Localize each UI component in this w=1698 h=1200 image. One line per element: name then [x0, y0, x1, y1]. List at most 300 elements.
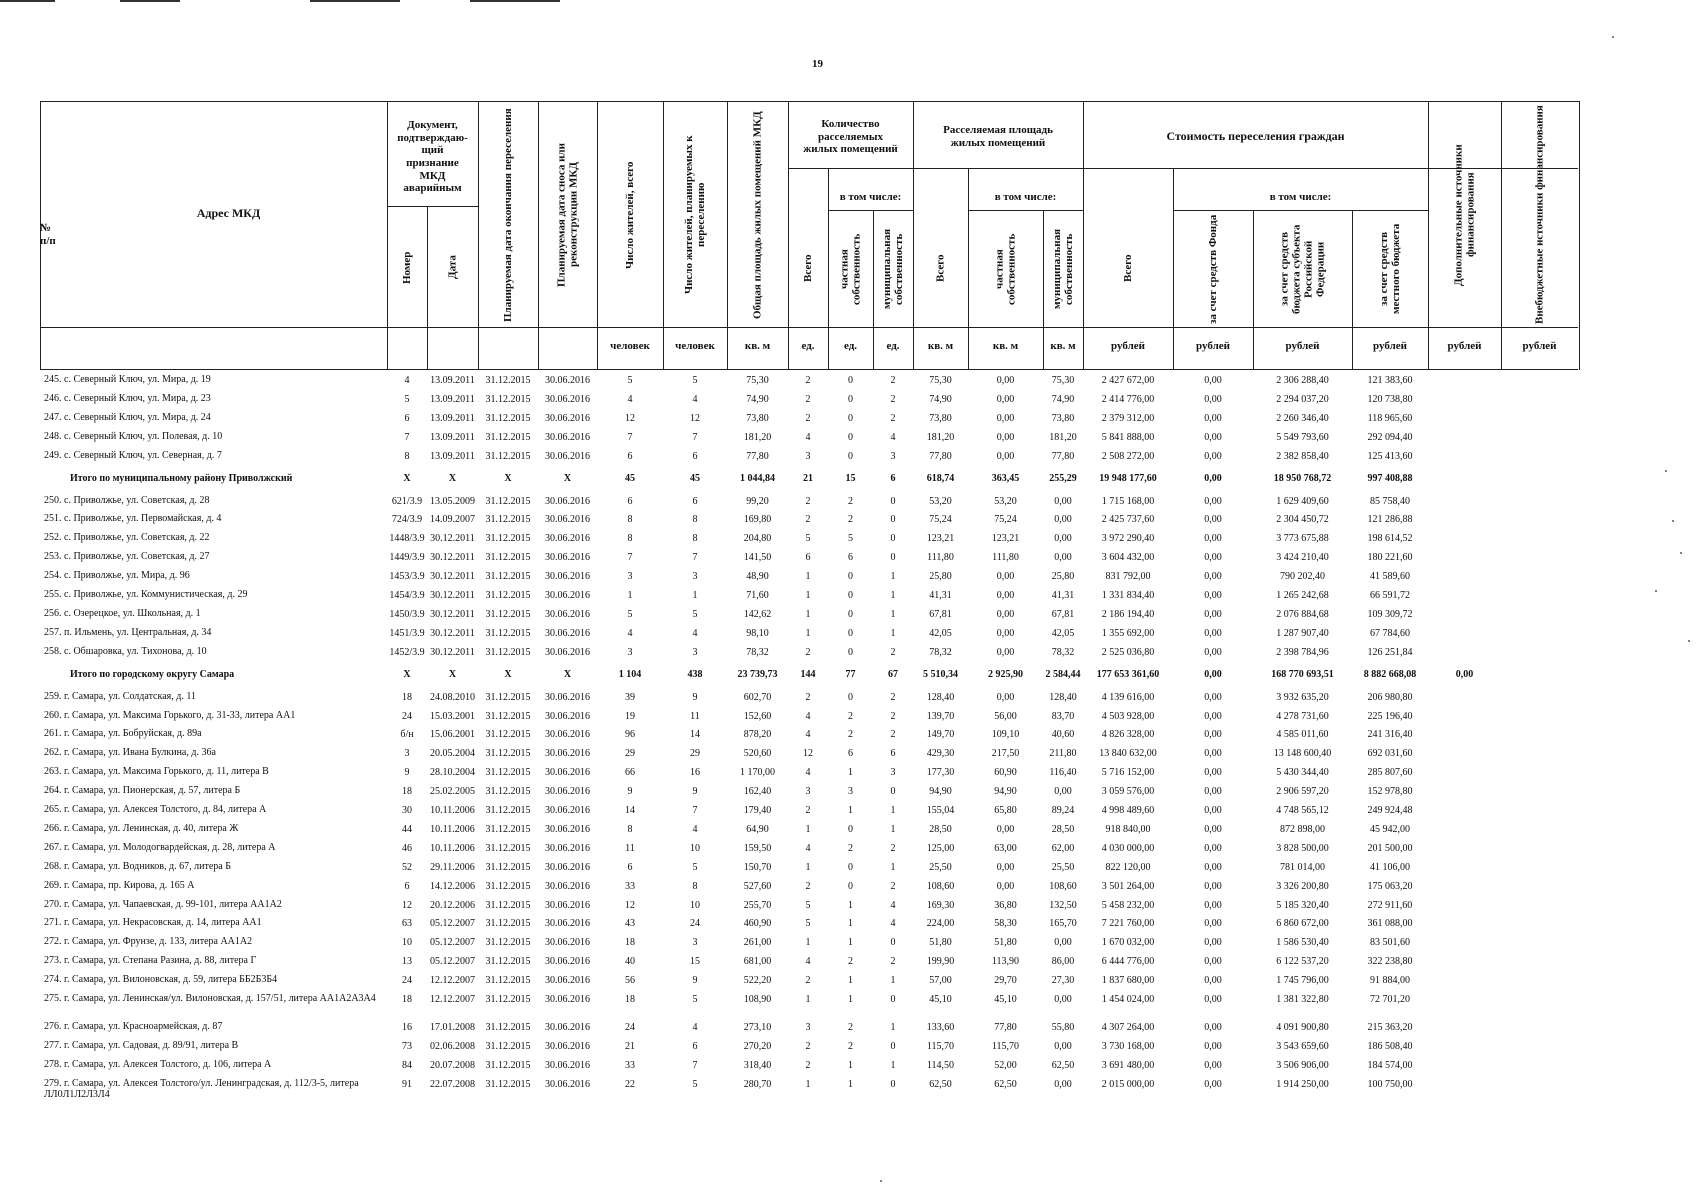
- cell-cr: 3 773 675,88: [1276, 533, 1329, 545]
- cell-plan: 29: [690, 748, 700, 760]
- cell-ct: 19 948 177,60: [1099, 472, 1157, 484]
- cell-am: 255,29: [1049, 472, 1077, 484]
- cell-cl: 83 501,60: [1370, 937, 1410, 949]
- cell-date: 05.12.2007: [430, 918, 475, 930]
- cell-rt: 6: [805, 552, 811, 564]
- cell-rt: 2: [805, 975, 811, 987]
- cell-demo: 30.06.2016: [545, 691, 590, 703]
- header-address: Адрес МКД: [196, 206, 261, 221]
- cell-cl: 692 031,60: [1367, 748, 1413, 760]
- table-row: [40, 391, 1570, 410]
- cell-cr: 5 430 344,40: [1276, 767, 1329, 779]
- cell-at: 177,30: [926, 767, 955, 779]
- cell-at: 42,05: [929, 627, 952, 639]
- cell-cr: 790 202,40: [1280, 571, 1325, 583]
- cell-res: 9: [627, 786, 633, 798]
- cell-doc: 18: [402, 786, 412, 798]
- cell-ct: 2 414 776,00: [1101, 393, 1155, 405]
- cell-doc: 7: [404, 431, 410, 443]
- cell-res: 56: [625, 975, 635, 987]
- address-cell: 262. г. Самара, ул. Ивана Булкина, д. 36а: [44, 747, 216, 759]
- cell-date: 02.06.2008: [430, 1040, 475, 1052]
- cell-doc: 1454/3.9: [389, 590, 425, 601]
- address-cell: 254. с. Приволжье, ул. Мира, д. 96: [44, 570, 190, 582]
- table-row: [40, 493, 1570, 512]
- cell-res: 3: [627, 571, 633, 583]
- cell-am: 0,00: [1054, 1078, 1072, 1090]
- cell-demo: 30.06.2016: [545, 514, 590, 526]
- cell-rp: 6: [848, 748, 853, 760]
- cell-rp: 1: [848, 899, 853, 911]
- cell-ct: 1 331 834,40: [1101, 590, 1155, 601]
- cell-date: 05.12.2007: [430, 956, 475, 968]
- cell-ap: 0,00: [996, 646, 1015, 658]
- cell-doc: 12: [402, 899, 412, 911]
- table-row: [40, 587, 1570, 606]
- cell-rt: 4: [805, 431, 811, 443]
- cell-area: 74,90: [746, 393, 769, 405]
- cell-am: 86,00: [1051, 956, 1075, 968]
- cell-date: 15.06.2001: [430, 729, 475, 741]
- cell-area: 23 739,73: [737, 668, 778, 680]
- cell-rm: 67: [888, 668, 898, 680]
- cell-demo: 30.06.2016: [545, 627, 590, 639]
- cell-cr: 3 424 210,40: [1276, 552, 1329, 564]
- cell-ct: 822 120,00: [1105, 861, 1151, 873]
- cell-date: 14.12.2006: [430, 880, 475, 892]
- cell-ap: 63,00: [994, 842, 1017, 854]
- cell-cf: 0,00: [1204, 1022, 1222, 1033]
- cell-area: 318,40: [743, 1059, 772, 1071]
- cell-at: 224,00: [926, 918, 955, 930]
- cell-date: 24.08.2010: [430, 691, 475, 703]
- cell-demo: 30.06.2016: [545, 1078, 590, 1090]
- cell-rt: 2: [805, 375, 811, 386]
- cell-ap: 0,00: [996, 450, 1015, 462]
- cell-plan: 15: [690, 956, 700, 968]
- cell-rp: 77: [845, 668, 856, 680]
- cell-date: 13.09.2011: [430, 450, 475, 462]
- cell-at: 618,74: [926, 472, 955, 484]
- cell-date: 10.11.2006: [430, 823, 475, 835]
- cell-cf: 0,00: [1204, 552, 1222, 564]
- header-area-municipal: муниципальная собственность: [1050, 228, 1075, 310]
- header-cost-regional: за счет средств бюджета субъекта Российской Федерации: [1278, 224, 1327, 314]
- cell-end: 31.12.2015: [485, 729, 531, 741]
- cell-rp: 0: [848, 608, 853, 620]
- address-cell: 275. г. Самара, ул. Ленинская/ул. Вилоновская, д. 157/51, литера АА1А2А3А4: [44, 993, 376, 1004]
- cell-doc: 30: [402, 805, 412, 816]
- cell-rt: 2: [805, 646, 811, 658]
- cell-res: 6: [627, 450, 633, 462]
- unit-ed: ед.: [843, 340, 858, 352]
- cell-rp: 0: [848, 691, 853, 703]
- cell-ap: 109,10: [991, 729, 1020, 741]
- cell-res: 40: [625, 956, 635, 968]
- cell-ap: 0,00: [996, 375, 1015, 386]
- cell-demo: 30.06.2016: [545, 608, 590, 620]
- cell-ct: 4 826 328,00: [1101, 729, 1155, 741]
- cell-area: 77,80: [746, 450, 769, 462]
- cell-cl: 186 508,40: [1367, 1040, 1413, 1052]
- cell-am: 25,80: [1051, 571, 1075, 583]
- cell-am: 0,00: [1054, 533, 1072, 545]
- unit-rub: рублей: [1196, 340, 1230, 352]
- table-row: [40, 859, 1570, 878]
- header-cost-local: за счет средств местного бюджета: [1377, 223, 1402, 315]
- cell-cf: 0,00: [1204, 1040, 1222, 1052]
- cell-area: 73,80: [746, 412, 769, 424]
- cell-rp: 0: [848, 375, 853, 386]
- cell-demo: 30.06.2016: [545, 805, 590, 816]
- cell-at: 149,70: [926, 729, 955, 741]
- cell-at: 429,30: [926, 748, 955, 760]
- cell-end: 31.12.2015: [485, 823, 531, 835]
- cell-res: 4: [627, 393, 633, 405]
- cell-ct: 6 444 776,00: [1101, 956, 1155, 968]
- address-cell: Итого по муниципальному району Приволжский: [70, 472, 293, 484]
- cell-ct: 5 458 232,00: [1101, 899, 1155, 911]
- cell-doc: 1450/3.9: [389, 608, 425, 620]
- cell-plan: 9: [692, 691, 698, 703]
- cell-date: 12.12.2007: [430, 975, 475, 987]
- cell-date: 12.12.2007: [430, 994, 475, 1005]
- cell-rp: 3: [848, 786, 853, 798]
- cell-ap: 111,80: [992, 552, 1019, 564]
- cell-at: 125,00: [926, 842, 955, 854]
- cell-date: 29.11.2006: [430, 861, 475, 873]
- cell-cf: 0,00: [1204, 805, 1222, 816]
- cell-rt: 2: [805, 1059, 811, 1071]
- cell-cr: 872 898,00: [1280, 823, 1325, 835]
- cell-cr: 1 745 796,00: [1276, 975, 1329, 987]
- address-cell: 279. г. Самара, ул. Алексея Толстого/ул. Ленинградская, д. 112/3-5, литера ЛЛ0Л1Л2Л3Л4: [44, 1077, 359, 1101]
- cell-area: 98,10: [746, 627, 769, 639]
- cell-area: 681,00: [743, 956, 772, 968]
- cell-doc: Х: [403, 668, 411, 680]
- table-row: [40, 689, 1570, 708]
- cell-plan: 11: [690, 710, 700, 722]
- cell-rt: 2: [805, 691, 811, 703]
- scan-speck: [1672, 520, 1674, 522]
- header-cost-fund: за счет средств Фонда: [1206, 214, 1219, 324]
- cell-rp: 1: [848, 918, 853, 930]
- cell-cr: 13 148 600,40: [1273, 748, 1332, 760]
- cell-plan: 9: [692, 975, 698, 987]
- cell-cf: 0,00: [1204, 729, 1222, 741]
- table-row: [40, 530, 1570, 549]
- cell-doc: 6: [404, 880, 410, 892]
- cell-rm: 6: [890, 472, 896, 484]
- cell-ct: 5 716 152,00: [1101, 767, 1155, 779]
- cell-rm: 2: [890, 880, 896, 892]
- scan-speck: [1655, 590, 1657, 592]
- cell-cf: 0,00: [1204, 375, 1222, 386]
- cell-ap: 217,50: [991, 748, 1020, 760]
- cell-demo: 30.06.2016: [545, 412, 590, 424]
- table-row: [40, 606, 1570, 625]
- table-row: [40, 625, 1570, 644]
- table-row: [40, 802, 1570, 821]
- header-area-total: Всего: [934, 254, 947, 282]
- cell-res: 39: [625, 691, 635, 703]
- cell-am: 83,70: [1051, 710, 1075, 722]
- address-cell: 250. с. Приволжье, ул. Советская, д. 28: [44, 494, 210, 506]
- cell-ct: 3 501 264,00: [1101, 880, 1155, 892]
- cell-end: 31.12.2015: [485, 842, 531, 854]
- cell-at: 114,50: [926, 1059, 955, 1071]
- cell-area: 878,20: [743, 729, 772, 741]
- cell-ct: 3 691 480,00: [1101, 1059, 1155, 1071]
- cell-end: 31.12.2015: [485, 748, 531, 760]
- cell-at: 77,80: [929, 450, 952, 462]
- cell-area: 169,80: [743, 514, 772, 526]
- cell-rp: 2: [848, 842, 853, 854]
- cell-at: 78,32: [929, 646, 952, 658]
- cell-area: 152,60: [743, 710, 772, 722]
- cell-cr: 3 828 500,00: [1276, 842, 1329, 854]
- cell-at: 128,40: [926, 691, 955, 703]
- cell-date: 10.11.2006: [430, 805, 475, 816]
- address-cell: 271. г. Самара, ул. Некрасовская, д. 14, литера АА1: [44, 917, 262, 929]
- cell-rm: 0: [890, 1040, 896, 1052]
- scan-edge: [470, 0, 560, 2]
- cell-plan: 12: [690, 412, 700, 424]
- cell-res: 33: [625, 1059, 635, 1071]
- cell-end: 31.12.2015: [485, 393, 531, 405]
- cell-demo: 30.06.2016: [545, 956, 590, 968]
- cell-area: 1 170,00: [740, 767, 775, 779]
- subtotal-row: [40, 467, 1570, 493]
- cell-demo: 30.06.2016: [545, 918, 590, 930]
- cell-plan: 4: [692, 393, 698, 405]
- cell-ap: 56,00: [994, 710, 1017, 722]
- cell-plan: 4: [692, 823, 698, 835]
- cell-ct: 2 379 312,00: [1101, 412, 1155, 424]
- cell-cr: 18 950 768,72: [1273, 472, 1332, 484]
- cell-cf: 0,00: [1204, 571, 1222, 583]
- cell-doc: Х: [403, 472, 411, 484]
- cell-rp: 0: [848, 627, 853, 639]
- unit-sqm: кв. м: [992, 340, 1019, 352]
- cell-ct: 5 841 888,00: [1101, 431, 1155, 443]
- cell-area: 75,30: [746, 375, 769, 386]
- scan-edge: [120, 0, 180, 2]
- cell-cl: 66 591,72: [1370, 590, 1410, 601]
- cell-date: 30.12.2011: [430, 533, 475, 545]
- cell-ap: 75,24: [994, 514, 1017, 526]
- cell-am: 0,00: [1054, 937, 1072, 949]
- cell-plan: 5: [692, 1078, 698, 1090]
- cell-demo: 30.06.2016: [545, 431, 590, 443]
- table-row: [40, 1038, 1570, 1057]
- cell-cl: 198 614,52: [1367, 533, 1413, 545]
- cell-end: 31.12.2015: [485, 1059, 531, 1071]
- cell-at: 74,90: [929, 393, 952, 405]
- address-cell: 256. с. Озерецкое, ул. Школьная, д. 1: [44, 607, 201, 619]
- cell-area: 71,60: [746, 590, 769, 601]
- cell-doc: 18: [402, 691, 412, 703]
- cell-ct: 831 792,00: [1105, 571, 1151, 583]
- cell-rp: 2: [848, 495, 853, 507]
- cell-cf: 0,00: [1204, 495, 1222, 507]
- table-row: [40, 972, 1570, 991]
- cell-ap: 0,00: [996, 861, 1015, 873]
- address-cell: 246. с. Северный Ключ, ул. Мира, д. 23: [44, 392, 211, 404]
- address-cell: 251. с. Приволжье, ул. Первомайская, д. 4: [44, 513, 222, 525]
- header-relocation-end: Планируемая дата окончания переселения: [501, 108, 514, 322]
- cell-res: 24: [625, 1022, 635, 1033]
- cell-cl: 41 589,60: [1370, 571, 1410, 583]
- cell-res: 33: [625, 880, 635, 892]
- cell-rt: 2: [805, 1040, 811, 1052]
- cell-demo: 30.06.2016: [545, 1022, 590, 1033]
- cell-ap: 115,70: [991, 1040, 1020, 1052]
- cell-end: 31.12.2015: [485, 495, 531, 507]
- cell-end: 31.12.2015: [485, 514, 531, 526]
- cell-at: 25,50: [929, 861, 952, 873]
- cell-area: 78,32: [746, 646, 769, 658]
- cell-demo: 30.06.2016: [545, 729, 590, 741]
- cell-res: 1 104: [618, 668, 642, 680]
- cell-res: 66: [625, 767, 635, 779]
- cell-rm: 4: [890, 918, 896, 930]
- cell-cf: 0,00: [1204, 899, 1222, 911]
- address-cell: 273. г. Самара, ул. Степана Разина, д. 88, литера Г: [44, 955, 257, 967]
- cell-end: 31.12.2015: [485, 767, 531, 779]
- cell-cl: 180 221,60: [1367, 552, 1413, 564]
- cell-rt: 2: [805, 805, 811, 816]
- cell-rp: 1: [848, 994, 853, 1005]
- cell-at: 57,00: [929, 975, 952, 987]
- cell-cr: 3 506 906,00: [1276, 1059, 1329, 1071]
- cell-plan: 5: [692, 994, 698, 1005]
- cell-area: 602,70: [743, 691, 772, 703]
- table-row: [40, 745, 1570, 764]
- cell-doc: 6: [404, 412, 410, 424]
- cell-plan: 8: [692, 514, 698, 526]
- cell-rm: 2: [890, 412, 896, 424]
- cell-at: 51,80: [929, 937, 952, 949]
- unit-people: человек: [675, 340, 715, 352]
- cell-am: 55,80: [1051, 1022, 1075, 1033]
- cell-demo: 30.06.2016: [545, 1040, 590, 1052]
- cell-am: 77,80: [1051, 450, 1075, 462]
- cell-cf: 0,00: [1204, 842, 1222, 854]
- header-no: № п/п: [40, 222, 56, 247]
- header-additional: Дополнительные источники финансирования: [1452, 144, 1477, 286]
- cell-doc: 84: [402, 1059, 412, 1071]
- cell-rm: 1: [890, 627, 896, 639]
- cell-cl: 91 884,00: [1370, 975, 1410, 987]
- cell-rm: 2: [890, 710, 896, 722]
- cell-area: 522,20: [743, 975, 772, 987]
- cell-rt: 144: [800, 668, 816, 680]
- cell-cr: 5 185 320,40: [1276, 899, 1329, 911]
- cell-end: 31.12.2015: [485, 552, 531, 564]
- cell-res: 8: [627, 533, 633, 545]
- cell-end: 31.12.2015: [485, 412, 531, 424]
- cell-demo: 30.06.2016: [545, 450, 590, 462]
- cell-ap: 113,90: [991, 956, 1020, 968]
- cell-demo: 30.06.2016: [545, 646, 590, 658]
- cell-cf: 0,00: [1204, 646, 1222, 658]
- cell-rp: 0: [848, 646, 853, 658]
- header-rooms-private: частная собственность: [838, 233, 863, 305]
- cell-ap: 0,00: [996, 823, 1015, 835]
- cell-demo: 30.06.2016: [545, 994, 590, 1005]
- cell-plan: 5: [692, 375, 698, 386]
- cell-area: 108,90: [743, 994, 772, 1005]
- scan-edge: [0, 0, 55, 2]
- cell-am: 0,00: [1054, 552, 1072, 564]
- cell-cf: 0,00: [1204, 956, 1222, 968]
- cell-ct: 4 139 616,00: [1101, 691, 1155, 703]
- cell-cf: 0,00: [1204, 691, 1222, 703]
- cell-demo: 30.06.2016: [545, 533, 590, 545]
- cell-doc: 16: [402, 1022, 412, 1033]
- cell-end: 31.12.2015: [485, 710, 531, 722]
- cell-res: 1: [627, 590, 633, 601]
- cell-ct: 1 715 168,00: [1101, 495, 1155, 507]
- unit-rub: рублей: [1111, 340, 1145, 352]
- table-row: [40, 644, 1570, 663]
- cell-am: 74,90: [1051, 393, 1075, 405]
- cell-date: 30.12.2011: [430, 646, 475, 658]
- address-cell: 267. г. Самара, ул. Молодогвардейская, д. 28, литера А: [44, 841, 276, 853]
- cell-cr: 2 306 288,40: [1276, 375, 1329, 386]
- cell-cl: 201 500,00: [1367, 842, 1413, 854]
- cell-at: 108,60: [926, 880, 955, 892]
- cell-cf: 0,00: [1204, 786, 1222, 798]
- cell-doc: 9: [404, 767, 410, 779]
- unit-sqm: кв. м: [744, 340, 771, 352]
- cell-rt: 3: [805, 1022, 811, 1033]
- cell-demo: 30.06.2016: [545, 710, 590, 722]
- cell-ap: 52,00: [994, 1059, 1017, 1071]
- address-cell: 247. с. Северный Ключ, ул. Мира, д. 24: [44, 411, 211, 423]
- cell-doc: 10: [402, 937, 412, 949]
- cell-res: 11: [625, 842, 635, 854]
- cell-ap: 363,45: [991, 472, 1020, 484]
- cell-area: 1 044,84: [740, 472, 775, 484]
- table-row: [40, 726, 1570, 745]
- cell-ct: 2 525 036,80: [1101, 646, 1155, 658]
- cell-end: Х: [504, 668, 512, 680]
- table-row: [40, 953, 1570, 972]
- cell-area: 99,20: [746, 495, 769, 507]
- cell-cr: 4 748 565,12: [1276, 805, 1329, 816]
- cell-res: 19: [625, 710, 635, 722]
- cell-plan: 24: [690, 918, 700, 930]
- cell-rm: 0: [890, 533, 896, 545]
- cell-plan: 14: [690, 729, 700, 741]
- cell-area: 270,20: [743, 1040, 772, 1052]
- cell-date: 13.05.2009: [430, 495, 475, 507]
- cell-ap: 0,00: [996, 880, 1015, 892]
- cell-demo: 30.06.2016: [545, 590, 590, 601]
- cell-ap: 51,80: [994, 937, 1017, 949]
- cell-am: 211,80: [1049, 748, 1077, 760]
- cell-plan: 10: [690, 842, 700, 854]
- cell-doc: 1453/3.9: [389, 571, 425, 583]
- cell-end: 31.12.2015: [485, 956, 531, 968]
- cell-rm: 6: [890, 748, 896, 760]
- cell-plan: 3: [692, 571, 698, 583]
- unit-sqm: кв. м: [927, 340, 954, 352]
- cell-demo: 30.06.2016: [545, 823, 590, 835]
- scan-speck: [1688, 640, 1690, 642]
